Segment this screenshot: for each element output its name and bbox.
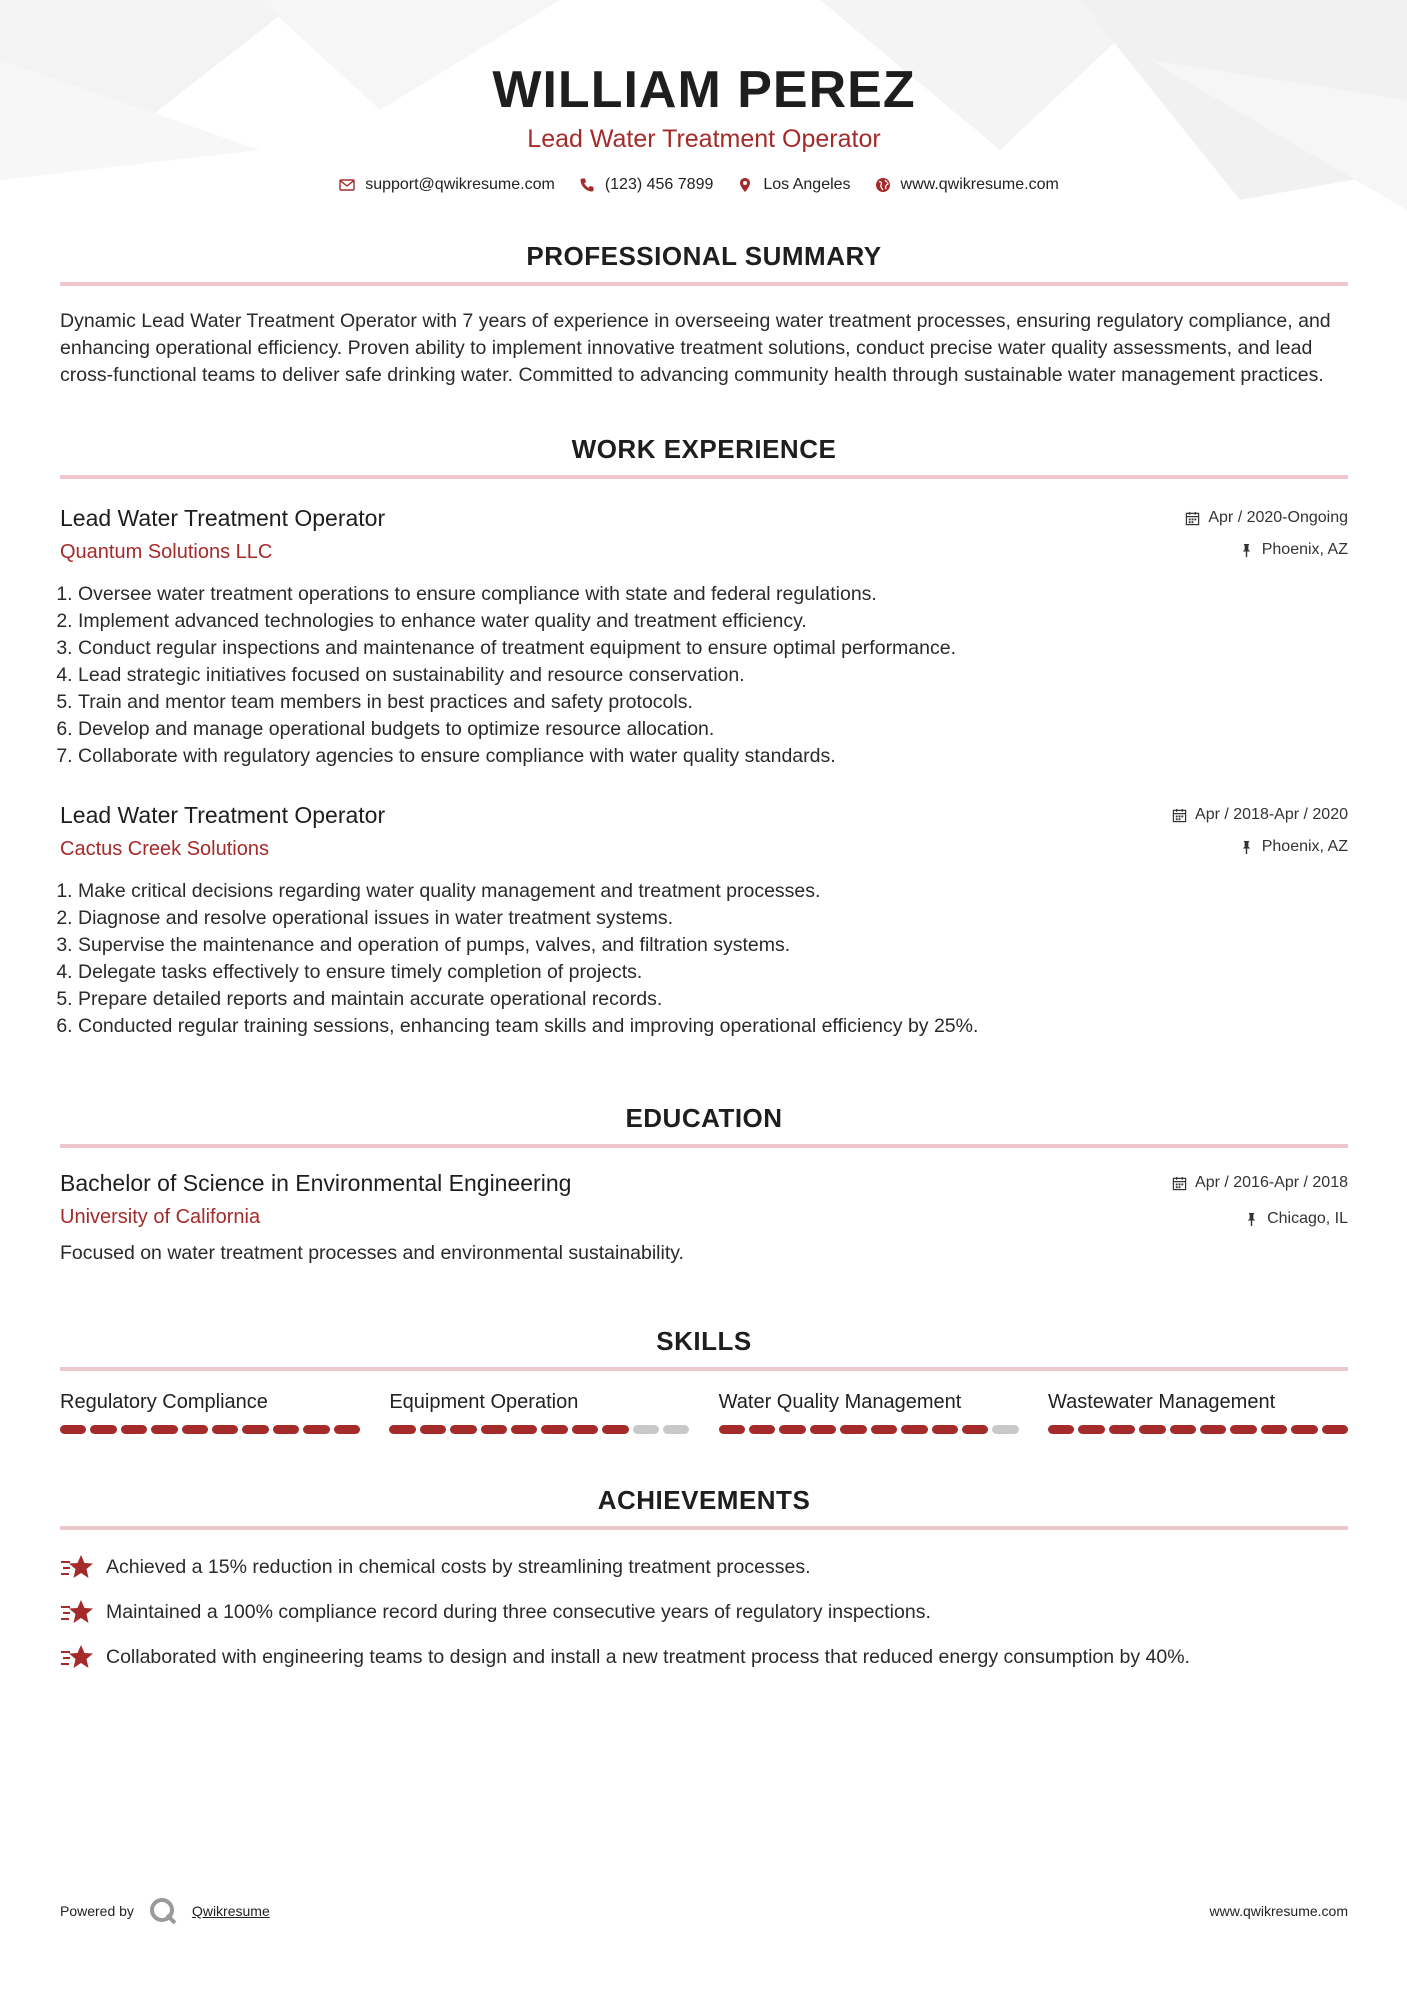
skill-segment-filled [602,1425,628,1434]
location-text: Los Angeles [763,176,851,193]
qwikresume-logo-icon [148,1896,178,1926]
skill-segment-filled [389,1425,415,1434]
achievement-text: Achieved a 15% reduction in chemical costs by streamlining treatment processes. [106,1555,811,1578]
job-dates [1172,804,1348,826]
section-divider [60,475,1348,479]
skill-segment-filled [1170,1425,1196,1434]
skill-segment-filled [1078,1425,1104,1434]
job-entry [60,503,1348,770]
pushpin-icon [1239,543,1254,558]
skill-level-bar [60,1425,360,1434]
skill-segment-filled [1261,1425,1287,1434]
list-item: 4. Lead strategic initiatives focused on sustainability and resource conservation. [78,662,1348,689]
map-pin-icon [737,177,753,193]
list-item: 5. Train and mentor team members in best practices and safety protocols. [78,689,1348,716]
job-meta [1185,507,1348,561]
skill-name: Equipment Operation [389,1391,579,1413]
education-location-text: Chicago, IL [1267,1210,1348,1227]
list-item: 3. Conduct regular inspections and maintenance of treatment equipment to ensure optimal performance. [78,635,1348,662]
phone-text: (123) 456 7899 [604,176,714,193]
job-bullets [60,581,1348,770]
candidate-role: Lead Water Treatment Operator [527,125,881,153]
education-meta [1172,1172,1348,1230]
skill-name: Water Quality Management [718,1391,962,1413]
education-heading: EDUCATION [625,1103,783,1133]
skill-segment-filled [212,1425,238,1434]
education-section [60,1102,1348,1267]
school-name: University of California [60,1206,261,1228]
list-item: 6. Develop and manage operational budgets to optimize resource allocation. [78,716,1348,743]
skill-level-bar [1048,1425,1348,1434]
achievement-text: Maintained a 100% compliance record during three consecutive years of regulatory inspections. [106,1600,931,1623]
experience-heading: WORK EXPERIENCE [571,434,837,464]
job-location-text: Phoenix, AZ [1261,541,1348,558]
job-dates [1185,507,1348,529]
skill-segment-empty [663,1425,689,1434]
job-location [1172,836,1348,858]
skill-segment-filled [182,1425,208,1434]
education-entry [60,1168,1348,1267]
skill-level-bar [389,1425,689,1434]
shooting-star-icon [60,1597,94,1627]
skill-segment-filled [901,1425,927,1434]
summary-heading: PROFESSIONAL SUMMARY [526,241,882,271]
list-item: 1. Oversee water treatment operations to ensure compliance with state and federal regulations. [78,581,1348,608]
skill-segment-filled [242,1425,268,1434]
skill-segment-filled [1109,1425,1135,1434]
skill-segment-filled [1322,1425,1348,1434]
powered-by [60,1896,270,1926]
achievements-heading: ACHIEVEMENTS [597,1485,811,1515]
job-meta [1172,804,1348,858]
job-title: Lead Water Treatment Operator [60,505,386,531]
skill-segment-filled [450,1425,476,1434]
shooting-star-icon [60,1552,94,1582]
skill-item [1048,1389,1348,1434]
list-item: 1. Make critical decisions regarding water quality management and treatment processes. [78,878,1348,905]
skill-segment-filled [511,1425,537,1434]
shooting-star-icon [60,1642,94,1672]
skill-segment-empty [633,1425,659,1434]
calendar-icon [1172,1176,1187,1191]
contact-email[interactable] [339,176,555,194]
globe-icon [875,177,891,193]
education-description: Focused on water treatment processes and environmental sustainability. [60,1242,684,1264]
pushpin-icon [1244,1212,1259,1227]
skill-segment-empty [992,1425,1018,1434]
skill-segment-filled [749,1425,775,1434]
calendar-icon [1185,511,1200,526]
list-item: 7. Collaborate with regulatory agencies to ensure compliance with water quality standards. [78,743,1348,770]
skills-section [60,1325,1348,1434]
job-company: Cactus Creek Solutions [60,838,269,860]
contact-location [737,176,850,194]
education-location [1172,1208,1348,1230]
education-dates-text: Apr / 2016-Apr / 2018 [1195,1174,1348,1191]
qwikresume-link[interactable]: Qwikresume [191,1903,270,1919]
powered-by-label: Powered by [60,1903,134,1919]
job-location-text: Phoenix, AZ [1261,838,1348,855]
candidate-name: WILLIAM PEREZ [492,61,916,119]
skill-segment-filled [962,1425,988,1434]
job-title: Lead Water Treatment Operator [60,802,386,828]
list-item: 6. Conducted regular training sessions, enhancing team skills and improving operational efficiency by 25%. [78,1013,1348,1040]
achievements-section [60,1484,1348,1672]
section-divider [60,1526,1348,1530]
email-text: support@qwikresume.com [365,176,555,193]
skills-list [60,1389,1348,1434]
job-dates-text: Apr / 2018-Apr / 2020 [1195,806,1348,823]
skill-segment-filled [481,1425,507,1434]
resume-page [60,0,1348,1672]
job-company: Quantum Solutions LLC [60,541,273,563]
skill-segment-filled [1048,1425,1074,1434]
skill-segment-filled [121,1425,147,1434]
resume-header [60,0,1348,194]
skill-segment-filled [60,1425,86,1434]
envelope-icon [339,177,355,193]
skill-segment-filled [572,1425,598,1434]
job-entry [60,800,1348,1040]
achievement-text: Collaborated with engineering teams to design and install a new treatment process that reduced energy consumption by 40%. [106,1645,1190,1668]
job-bullets [60,878,1348,1040]
list-item: 4. Delegate tasks effectively to ensure timely completion of projects. [78,959,1348,986]
section-divider [60,1367,1348,1371]
skill-segment-filled [90,1425,116,1434]
skill-segment-filled [719,1425,745,1434]
achievement-item [60,1552,1348,1582]
list-item: 3. Supervise the maintenance and operation of pumps, valves, and filtration systems. [78,932,1348,959]
skills-heading: SKILLS [656,1326,752,1356]
skill-segment-filled [303,1425,329,1434]
skill-name: Regulatory Compliance [60,1391,268,1413]
skill-segment-filled [420,1425,446,1434]
contact-website[interactable] [875,176,1059,194]
skill-segment-filled [932,1425,958,1434]
contact-phone[interactable] [579,176,714,194]
skill-segment-filled [840,1425,866,1434]
skill-segment-filled [334,1425,360,1434]
achievement-item [60,1642,1348,1672]
skill-item [60,1389,360,1434]
skill-item [389,1389,689,1434]
achievements-list [60,1552,1348,1672]
skill-level-bar [719,1425,1019,1434]
calendar-icon [1172,808,1187,823]
footer-website[interactable]: www.qwikresume.com [1209,1903,1348,1919]
degree-title: Bachelor of Science in Environmental Engineering [60,1170,572,1196]
skill-segment-filled [541,1425,567,1434]
skill-segment-filled [779,1425,805,1434]
phone-icon [579,177,595,193]
page-footer [60,1896,1348,1926]
job-location [1185,539,1348,561]
education-dates [1172,1172,1348,1194]
summary-text: Dynamic Lead Water Treatment Operator with 7 years of experience in overseeing water treatment processes, ensuring regulatory compliance, and enhancing operational efficiency. Proven ability to implement innovative treatment solutions, conduct precise water quality assessments, and lead cross-functional teams to deliver safe drinking water. Committed to advancing community health through sustainable water management practices. [60,310,1331,386]
list-item: 2. Implement advanced technologies to enhance water quality and treatment efficiency. [78,608,1348,635]
list-item: 2. Diagnose and resolve operational issues in water treatment systems. [78,905,1348,932]
skill-item [719,1389,1019,1434]
summary-section [60,240,1348,389]
skill-segment-filled [871,1425,897,1434]
skill-segment-filled [1139,1425,1165,1434]
skill-segment-filled [151,1425,177,1434]
skill-segment-filled [1291,1425,1317,1434]
skill-name: Wastewater Management [1047,1391,1276,1413]
job-dates-text: Apr / 2020-Ongoing [1208,509,1348,526]
skill-segment-filled [1200,1425,1226,1434]
skill-segment-filled [273,1425,299,1434]
website-text: www.qwikresume.com [900,176,1059,193]
list-item: 5. Prepare detailed reports and maintain accurate operational records. [78,986,1348,1013]
pushpin-icon [1239,840,1254,855]
skill-segment-filled [1230,1425,1256,1434]
skill-segment-filled [810,1425,836,1434]
section-divider [60,282,1348,286]
contact-bar [60,176,1348,194]
section-divider [60,1144,1348,1148]
achievement-item [60,1597,1348,1627]
experience-section [60,433,1348,1040]
